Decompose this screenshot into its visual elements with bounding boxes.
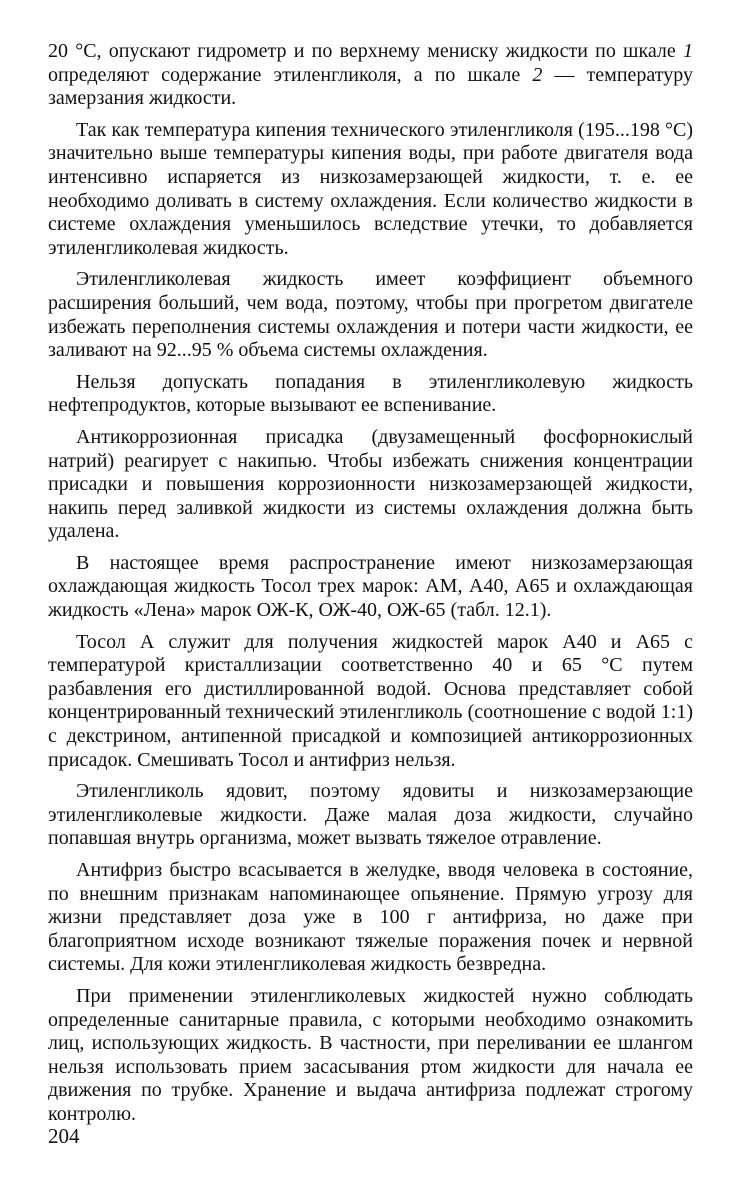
paragraph-4: Нельзя допускать попадания в этиленгликолевую жидкость нефтепродуктов, которые вызывают ее вспенивание. [48, 370, 693, 417]
paragraph-7: Тосол А служит для получения жидкостей марок А40 и А65 с температурой кристаллизации соответственно 40 и 65 °С путем разбавления его дистиллированной водой. Основа представляет собой концентрированный технический этиленгликоль (соотношение с водой 1:1) с декстрином, антипенной присадкой и композицией антикоррозионных присадок. Смешивать Тосол и антифриз нельзя. [48, 630, 693, 771]
paragraph-5: Антикоррозионная присадка (двузамещенный фосфорнокислый натрий) реагирует с накипью. Чтобы избежать снижения концентрации присадки и повышения коррозионности низкозамерзающей жидкости, накипь перед заливкой жидкости из системы охлаждения должна быть удалена. [48, 425, 693, 543]
paragraph-6: В настоящее время распространение имеют низкозамерзающая охлаждающая жидкость Тосол трех марок: АМ, А40, А65 и охлаждающая жидкость «Лена» марок ОЖ-К, ОЖ-40, ОЖ-65 (табл. 12.1). [48, 551, 693, 622]
paragraph-9: Антифриз быстро всасывается в желудке, вводя человека в состояние, по внешним признакам напоминающее опьянение. Прямую угрозу для жизни представляет доза уже в 100 г антифриза, но даже при благоприятном исходе возникают тяжелые поражения почек и нервной системы. Для кожи этиленгликолевая жидкость безвредна. [48, 859, 693, 976]
paragraph-8: Этиленгликоль ядовит, поэтому ядовиты и низкозамерзающие этиленгликолевые жидкости. Даже малая доза жидкости, случайно попавшая внутрь организма, может вызвать тяжелое отравление. [48, 780, 693, 850]
paragraph-1 [48, 40, 693, 111]
paragraph-3: Этиленгликолевая жидкость имеет коэффициент объемного расширения больший, чем вода, поэтому, чтобы при прогретом двигателе избежать переполнения системы охлаждения и потери части жидкости, ее заливают на 92...95 % объема системы охлаждения. [48, 268, 693, 362]
paragraph-1-text-c: — температуру замерзания жидкости. [48, 63, 693, 110]
page-number: 204 [48, 1124, 80, 1148]
paragraph-1-text-a: 20 °С, опускают гидрометр и по верхнему мениску жидкости по шкале [48, 40, 683, 62]
paragraph-1-text-b: определяют содержание этиленгликоля, а по шкале [48, 63, 533, 86]
paragraph-2: Так как температура кипения технического этиленгликоля (195...198 °С) значительно выше температуры кипения воды, при работе двигателя вода интенсивно испаряется из низкозамерзающей жидкости, т. е. ее необходимо доливать в систему охлаждения. Если количество жидкости в системе охлаждения уменьшилось вследствие утечки, то добавляется этиленгликолевая жидкость. [48, 118, 693, 259]
paragraph-10: При применении этиленгликолевых жидкостей нужно соблюдать определенные санитарные правила, с которыми необходимо ознакомить лиц, использующих жидкость. В частности, при переливании ее шлангом нельзя использовать прием засасывания ртом жидкости для начала ее движения по трубке. Хранение и выдача антифриза подлежат строгому контролю. [48, 984, 693, 1125]
document-page [48, 40, 693, 1135]
scale-2-label: 2 [532, 63, 543, 86]
scale-1-label: 1 [683, 40, 693, 62]
